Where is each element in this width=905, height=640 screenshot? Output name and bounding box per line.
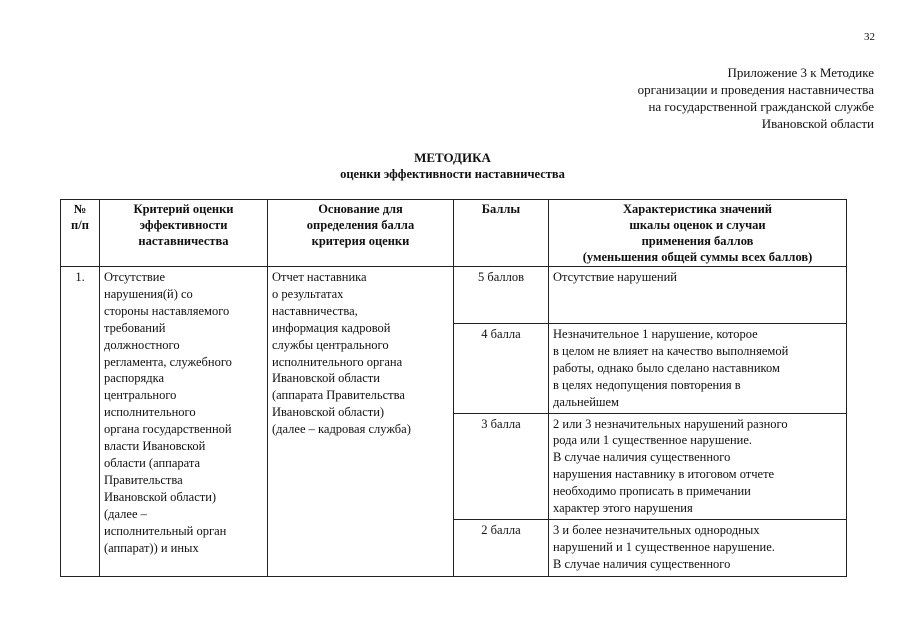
header-characteristic: Характеристика значений шкалы оценок и случаи применения баллов (уменьшения общей суммы всех баллов) [549,200,847,267]
row-number: 1. [61,267,100,577]
score-points: 2 балла [454,519,549,576]
appendix-header [638,64,874,132]
table-header-row [61,200,847,267]
evaluation-table [60,199,847,577]
appendix-line: организации и проведения наставничества [637,82,874,97]
row-criterion: Отсутствие нарушения(й) со стороны наставляемого требований должностного регламента, служебного распорядка центрального исполнительного органа государственной власти Ивановской области (аппарата Правительства Ивановской области) (далее – исполнительный орган (аппарат)) и иных [100,267,268,577]
score-points: 4 балла [454,324,549,414]
appendix-line: на государственной гражданской службе [648,99,874,114]
header-points: Баллы [454,200,549,267]
table-row [61,267,847,324]
document-subtitle: оценки эффективности наставничества [340,167,565,181]
score-description: 2 или 3 незначительных нарушений разного рода или 1 существенное нарушение. В случае наличия существенного нарушения наставнику в итоговом отчете необходимо прописать в примечании характер этого нарушения [549,413,847,519]
header-basis: Основание для определения балла критерия оценки [268,200,454,267]
document-title: МЕТОДИКА [414,150,491,165]
page-number: 32 [864,31,875,43]
appendix-line: Приложение 3 к Методике [727,65,874,80]
score-description: Незначительное 1 нарушение, которое в целом не влияет на качество выполняемой работы, однако было сделано наставником в целях недопущения повторения в дальнейшем [549,324,847,414]
header-number: № п/п [61,200,100,267]
header-criterion: Критерий оценки эффективности наставничества [100,200,268,267]
appendix-line: Ивановской области [761,116,874,131]
row-basis: Отчет наставника о результатах наставничества, информация кадровой службы центрального исполнительного органа Ивановской области (аппарата Правительства Ивановской области) (далее – кадровая служба) [268,267,454,577]
score-description: Отсутствие нарушений [549,267,847,324]
score-points: 3 балла [454,413,549,519]
score-description: 3 и более незначительных однородных нарушений и 1 существенное нарушение. В случае наличия существенного [549,519,847,576]
score-points: 5 баллов [454,267,549,324]
